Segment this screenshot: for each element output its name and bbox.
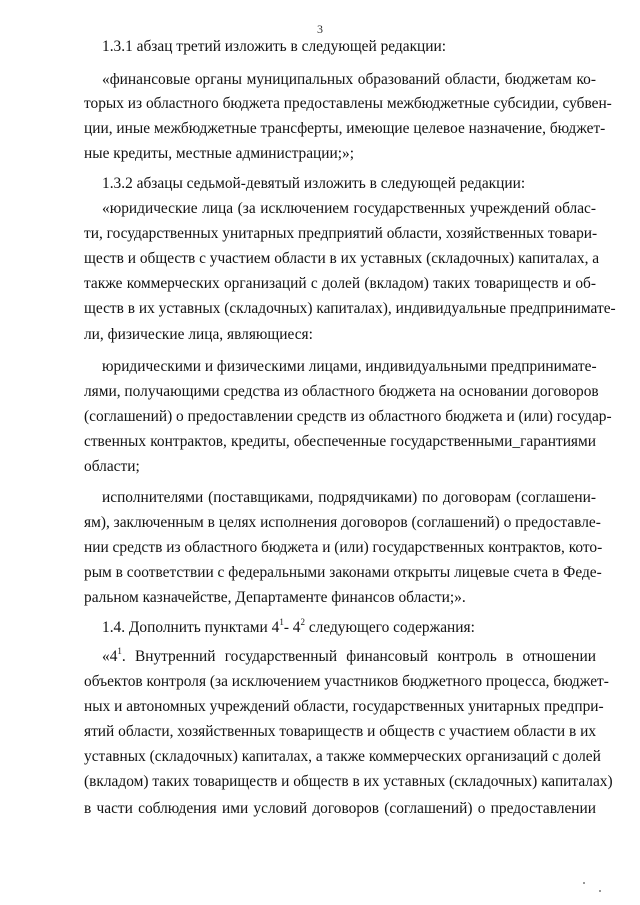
- text-line-4: ции, иные межбюджетные трансферты, имеющие целевое назначение, бюджет-: [84, 120, 606, 137]
- text-line-26: ных и автономных учреждений области, государственных унитарных предпри-: [84, 698, 604, 715]
- line-24-part-1: «4: [102, 648, 118, 665]
- text-line-8: ти, государственных унитарных предприятий области, хозяйственных товари-: [84, 225, 598, 242]
- text-line-6: 1.3.2 абзацы седьмой-девятый изложить в следующей редакции:: [102, 175, 526, 192]
- text-line-29: (вкладом) таких товариществ и обществ в их уставных (складочных) капиталах): [84, 773, 613, 790]
- line-23-part-1: 1.4. Дополнить пунктами 4: [102, 619, 280, 636]
- text-line-19: ям), заключенным в целях исполнения договоров (соглашений) о предоставле-: [84, 514, 601, 531]
- line-23-part-2: - 4: [283, 619, 301, 636]
- line-24-part-2: . Внутренний государственный финансовый контроль в отношении: [121, 648, 596, 665]
- text-line-7: «юридические лица (за исключением государственных учреждений облас-: [102, 200, 596, 217]
- text-line-23: [102, 616, 572, 637]
- text-line-17: области;: [84, 458, 140, 475]
- text-line-24: [102, 645, 596, 666]
- text-line-28: уставных (складочных) капиталах, а также коммерческих организаций с долей: [84, 748, 601, 765]
- line-23-part-3: следующего содержания:: [304, 619, 475, 636]
- superscript-1: 1: [279, 616, 284, 627]
- text-line-9: ществ и обществ с участием области в их уставных (складочных) капиталах, а: [84, 250, 600, 267]
- text-line-10: также коммерческих организаций с долей (вкладом) таких товариществ и об-: [84, 275, 596, 292]
- text-line-1: 1.3.1 абзац третий изложить в следующей редакции:: [102, 38, 447, 55]
- text-line-12: ли, физические лица, являющиеся:: [84, 326, 313, 343]
- text-line-3: торых из областного бюджета предоставлены межбюджетные субсидии, субвен-: [84, 95, 612, 112]
- text-line-5: ные кредиты, местные администрации;»;: [84, 145, 354, 162]
- text-line-16: ственных контрактов, кредиты, обеспеченные государственными_гарантиями: [84, 433, 596, 450]
- scan-speck: [583, 882, 585, 884]
- text-line-21: рым в соответствии с федеральными законами открыты лицевые счета в Феде-: [84, 564, 602, 581]
- text-line-2: «финансовые органы муниципальных образований области, бюджетам ко-: [102, 71, 596, 88]
- text-line-27: ятий области, хозяйственных товариществ и обществ с участием области в их: [84, 723, 597, 740]
- text-line-18: исполнителями (поставщиками, подрядчиками) по договорам (соглашени-: [102, 489, 596, 506]
- text-line-20: нии средств из областного бюджета и (или) государственных контрактов, кото-: [84, 539, 603, 556]
- text-line-30: в части соблюдения ими условий договоров (соглашений) о предоставлении: [84, 800, 596, 817]
- scan-speck: [599, 890, 601, 892]
- text-line-15: (соглашений) о предоставлении средств из областного бюджета и (или) государ-: [84, 408, 612, 425]
- superscript-2: 2: [300, 616, 305, 627]
- text-line-25: объектов контроля (за исключением участников бюджетного процесса, бюджет-: [84, 673, 609, 690]
- text-line-22: ральном казначействе, Департаменте финансов области;».: [84, 589, 466, 606]
- text-line-13: юридическими и физическими лицами, индивидуальными предпринимате-: [102, 358, 597, 375]
- page-number: 3: [317, 22, 323, 36]
- text-line-14: лями, получающими средства из областного бюджета на основании договоров: [84, 383, 599, 400]
- text-line-11: ществ в их уставных (складочных) капиталах), индивидуальные предпринимате-: [84, 300, 616, 317]
- superscript-3: 1: [117, 645, 122, 656]
